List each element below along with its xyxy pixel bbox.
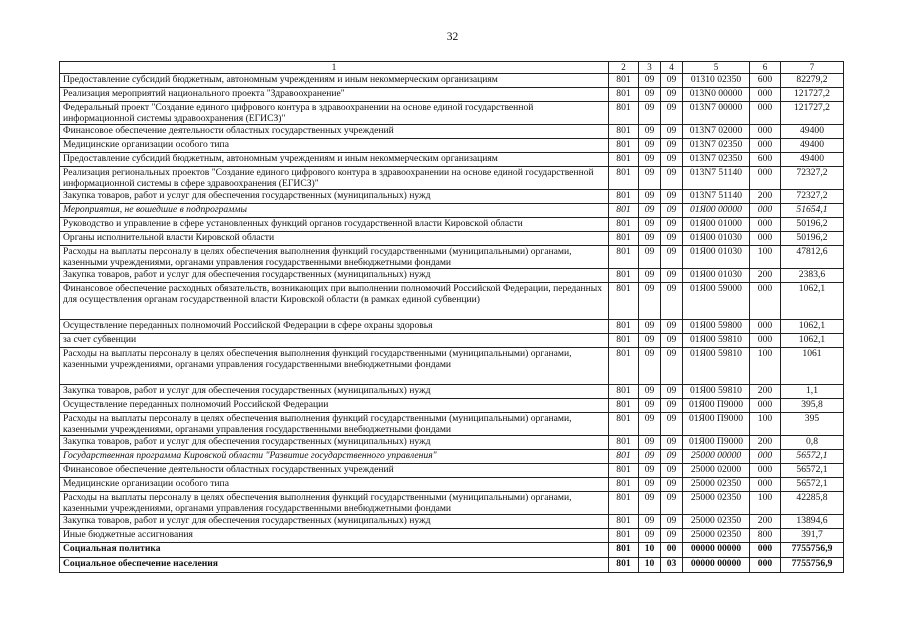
row-name-cell: Закупка товаров, работ и услуг для обеспечения государственных (муниципальных) нужд bbox=[60, 436, 609, 450]
row-gr-cell: 801 bbox=[609, 125, 639, 139]
row-sum-cell: 50196,2 bbox=[781, 232, 844, 246]
table-row bbox=[60, 320, 844, 334]
table-row bbox=[60, 246, 844, 269]
header-cell: 3 bbox=[639, 62, 661, 74]
row-name-cell: Государственная программа Кировской области "Развитие государственного управления" bbox=[60, 450, 609, 464]
row-rz-cell: 09 bbox=[639, 88, 661, 102]
row-rz-cell: 09 bbox=[639, 385, 661, 399]
row-code-cell: 01Я00 01030 bbox=[683, 232, 750, 246]
row-vr-cell: 000 bbox=[750, 334, 781, 348]
table-row bbox=[60, 125, 844, 139]
row-pr-cell: 09 bbox=[661, 450, 683, 464]
row-vr-cell: 000 bbox=[750, 320, 781, 334]
row-gr-cell: 801 bbox=[609, 385, 639, 399]
table-row bbox=[60, 492, 844, 515]
row-sum-cell: 56572,1 bbox=[781, 478, 844, 492]
row-rz-cell: 09 bbox=[639, 190, 661, 204]
row-sum-cell: 0,8 bbox=[781, 436, 844, 450]
row-pr-cell: 09 bbox=[661, 125, 683, 139]
row-sum-cell: 72327,2 bbox=[781, 190, 844, 204]
row-code-cell: 01Я00 П9000 bbox=[683, 399, 750, 413]
row-vr-cell: 800 bbox=[750, 529, 781, 543]
row-pr-cell: 09 bbox=[661, 436, 683, 450]
table-row bbox=[60, 515, 844, 529]
row-code-cell: 00000 00000 bbox=[683, 558, 750, 573]
row-vr-cell: 000 bbox=[750, 450, 781, 464]
row-vr-cell: 000 bbox=[750, 218, 781, 232]
row-sum-cell: 395 bbox=[781, 413, 844, 436]
row-gr-cell: 801 bbox=[609, 413, 639, 436]
row-code-cell: 25000 02350 bbox=[683, 492, 750, 515]
row-name-cell: Медицинские организации особого типа bbox=[60, 478, 609, 492]
row-gr-cell: 801 bbox=[609, 558, 639, 573]
row-name-cell: Органы исполнительной власти Кировской области bbox=[60, 232, 609, 246]
row-gr-cell: 801 bbox=[609, 269, 639, 283]
row-pr-cell: 09 bbox=[661, 102, 683, 125]
row-pr-cell: 09 bbox=[661, 399, 683, 413]
row-rz-cell: 10 bbox=[639, 558, 661, 573]
header-cell: 5 bbox=[683, 62, 750, 74]
header-cell: 4 bbox=[661, 62, 683, 74]
row-pr-cell: 09 bbox=[661, 204, 683, 218]
row-pr-cell: 09 bbox=[661, 348, 683, 385]
row-pr-cell: 09 bbox=[661, 334, 683, 348]
table-row bbox=[60, 269, 844, 283]
table-row bbox=[60, 218, 844, 232]
row-pr-cell: 03 bbox=[661, 558, 683, 573]
row-sum-cell: 49400 bbox=[781, 153, 844, 167]
row-vr-cell: 200 bbox=[750, 269, 781, 283]
row-vr-cell: 000 bbox=[750, 543, 781, 558]
table-row bbox=[60, 167, 844, 190]
row-sum-cell: 1062,1 bbox=[781, 334, 844, 348]
row-pr-cell: 09 bbox=[661, 478, 683, 492]
row-sum-cell: 56572,1 bbox=[781, 464, 844, 478]
row-pr-cell: 09 bbox=[661, 492, 683, 515]
row-sum-cell: 391,7 bbox=[781, 529, 844, 543]
row-vr-cell: 000 bbox=[750, 102, 781, 125]
row-vr-cell: 000 bbox=[750, 204, 781, 218]
row-sum-cell: 395,8 bbox=[781, 399, 844, 413]
row-code-cell: 01Я00 00000 bbox=[683, 204, 750, 218]
row-gr-cell: 801 bbox=[609, 492, 639, 515]
row-vr-cell: 200 bbox=[750, 436, 781, 450]
row-sum-cell: 82279,2 bbox=[781, 74, 844, 88]
row-sum-cell: 121727,2 bbox=[781, 88, 844, 102]
row-sum-cell: 1062,1 bbox=[781, 283, 844, 320]
header-cell: 2 bbox=[609, 62, 639, 74]
row-gr-cell: 801 bbox=[609, 320, 639, 334]
row-rz-cell: 09 bbox=[639, 74, 661, 88]
row-sum-cell: 42285,8 bbox=[781, 492, 844, 515]
row-vr-cell: 100 bbox=[750, 348, 781, 385]
row-rz-cell: 09 bbox=[639, 399, 661, 413]
row-vr-cell: 200 bbox=[750, 190, 781, 204]
row-gr-cell: 801 bbox=[609, 204, 639, 218]
row-name-cell: Мероприятия, не вошедшие в подпрограммы bbox=[60, 204, 609, 218]
row-name-cell: Осуществление переданных полномочий Российской Федерации в сфере охраны здоровья bbox=[60, 320, 609, 334]
row-vr-cell: 600 bbox=[750, 153, 781, 167]
row-gr-cell: 801 bbox=[609, 167, 639, 190]
header-cell: 7 bbox=[781, 62, 844, 74]
row-code-cell: 01Я00 П9000 bbox=[683, 436, 750, 450]
table-row bbox=[60, 464, 844, 478]
row-name-cell: Медицинские организации особого типа bbox=[60, 139, 609, 153]
row-rz-cell: 09 bbox=[639, 125, 661, 139]
table-row bbox=[60, 204, 844, 218]
row-name-cell: Закупка товаров, работ и услуг для обеспечения государственных (муниципальных) нужд bbox=[60, 190, 609, 204]
row-name-cell: Реализация региональных проектов "Создание единого цифрового контура в здравоохранении на основе единой государственной информационной системы в сфере здравоохранения (ЕГИСЗ)" bbox=[60, 167, 609, 190]
page-number: 32 bbox=[446, 31, 459, 43]
row-rz-cell: 09 bbox=[639, 413, 661, 436]
row-gr-cell: 801 bbox=[609, 334, 639, 348]
row-code-cell: 01Я00 01030 bbox=[683, 269, 750, 283]
table-row bbox=[60, 190, 844, 204]
row-sum-cell: 50196,2 bbox=[781, 218, 844, 232]
row-vr-cell: 000 bbox=[750, 478, 781, 492]
row-rz-cell: 09 bbox=[639, 283, 661, 320]
row-sum-cell: 1,1 bbox=[781, 385, 844, 399]
row-pr-cell: 00 bbox=[661, 543, 683, 558]
row-vr-cell: 100 bbox=[750, 246, 781, 269]
row-gr-cell: 801 bbox=[609, 102, 639, 125]
row-pr-cell: 09 bbox=[661, 529, 683, 543]
row-code-cell: 25000 02350 bbox=[683, 515, 750, 529]
row-rz-cell: 09 bbox=[639, 334, 661, 348]
row-code-cell: 01Я00 59810 bbox=[683, 385, 750, 399]
row-pr-cell: 09 bbox=[661, 413, 683, 436]
row-name-cell: Руководство и управление в сфере установленных функций органов государственной власти Кировской области bbox=[60, 218, 609, 232]
table-row bbox=[60, 232, 844, 246]
row-pr-cell: 09 bbox=[661, 385, 683, 399]
row-code-cell: 01Я00 01000 bbox=[683, 218, 750, 232]
table-row bbox=[60, 399, 844, 413]
row-name-cell: Реализация мероприятий национального проекта "Здравоохранение" bbox=[60, 88, 609, 102]
row-name-cell: Федеральный проект "Создание единого цифрового контура в здравоохранении на основе единой государственной информационной системы здравоохранения (ЕГИСЗ)" bbox=[60, 102, 609, 125]
row-pr-cell: 09 bbox=[661, 246, 683, 269]
table-row bbox=[60, 283, 844, 320]
row-gr-cell: 801 bbox=[609, 153, 639, 167]
row-code-cell: 013N7 02350 bbox=[683, 139, 750, 153]
row-rz-cell: 09 bbox=[639, 515, 661, 529]
row-sum-cell: 49400 bbox=[781, 125, 844, 139]
table-row bbox=[60, 543, 844, 558]
row-gr-cell: 801 bbox=[609, 139, 639, 153]
row-name-cell: Финансовое обеспечение расходных обязательств, возникающих при выполнении полномочий Российской Федерации, переданных для осуществления органам государственной власти Кировской области (в рамках единой субвенции) bbox=[60, 283, 609, 320]
row-gr-cell: 801 bbox=[609, 218, 639, 232]
header-row bbox=[60, 62, 844, 74]
row-code-cell: 01Я00 59000 bbox=[683, 283, 750, 320]
table-row bbox=[60, 478, 844, 492]
row-pr-cell: 09 bbox=[661, 88, 683, 102]
table-row bbox=[60, 334, 844, 348]
row-code-cell: 01Я00 59800 bbox=[683, 320, 750, 334]
row-vr-cell: 000 bbox=[750, 464, 781, 478]
row-rz-cell: 09 bbox=[639, 478, 661, 492]
row-code-cell: 25000 02350 bbox=[683, 529, 750, 543]
budget-table bbox=[59, 61, 844, 573]
row-rz-cell: 09 bbox=[639, 153, 661, 167]
row-rz-cell: 09 bbox=[639, 139, 661, 153]
row-sum-cell: 7755756,9 bbox=[781, 543, 844, 558]
row-name-cell: Расходы на выплаты персоналу в целях обеспечения выполнения функций государственными (муниципальными) органами, казенными учреждениями, органами управления государственными внебюджетными фондами bbox=[60, 413, 609, 436]
table-row bbox=[60, 450, 844, 464]
row-rz-cell: 09 bbox=[639, 450, 661, 464]
row-rz-cell: 09 bbox=[639, 436, 661, 450]
row-code-cell: 013N7 51140 bbox=[683, 190, 750, 204]
row-gr-cell: 801 bbox=[609, 232, 639, 246]
row-pr-cell: 09 bbox=[661, 269, 683, 283]
row-sum-cell: 13894,6 bbox=[781, 515, 844, 529]
row-code-cell: 013N7 02000 bbox=[683, 125, 750, 139]
row-code-cell: 01Я00 59810 bbox=[683, 334, 750, 348]
row-name-cell: Предоставление субсидий бюджетным, автономным учреждениям и иным некоммерческим организациям bbox=[60, 153, 609, 167]
row-sum-cell: 72327,2 bbox=[781, 167, 844, 190]
row-rz-cell: 09 bbox=[639, 464, 661, 478]
table-row bbox=[60, 74, 844, 88]
row-vr-cell: 000 bbox=[750, 399, 781, 413]
row-gr-cell: 801 bbox=[609, 450, 639, 464]
row-gr-cell: 801 bbox=[609, 88, 639, 102]
row-sum-cell: 49400 bbox=[781, 139, 844, 153]
row-vr-cell: 100 bbox=[750, 413, 781, 436]
row-sum-cell: 56572,1 bbox=[781, 450, 844, 464]
row-gr-cell: 801 bbox=[609, 543, 639, 558]
header-cell: 1 bbox=[60, 62, 609, 74]
row-gr-cell: 801 bbox=[609, 246, 639, 269]
row-name-cell: Закупка товаров, работ и услуг для обеспечения государственных (муниципальных) нужд bbox=[60, 269, 609, 283]
row-gr-cell: 801 bbox=[609, 515, 639, 529]
row-code-cell: 013N7 00000 bbox=[683, 102, 750, 125]
row-vr-cell: 600 bbox=[750, 74, 781, 88]
row-pr-cell: 09 bbox=[661, 320, 683, 334]
row-name-cell: Расходы на выплаты персоналу в целях обеспечения выполнения функций государственными (муниципальными) органами, казенными учреждениями, органами управления государственными внебюджетными фондами bbox=[60, 348, 609, 385]
row-sum-cell: 1061 bbox=[781, 348, 844, 385]
row-sum-cell: 47812,6 bbox=[781, 246, 844, 269]
row-sum-cell: 1062,1 bbox=[781, 320, 844, 334]
row-code-cell: 25000 02350 bbox=[683, 478, 750, 492]
row-code-cell: 01Я00 П9000 bbox=[683, 413, 750, 436]
row-rz-cell: 09 bbox=[639, 232, 661, 246]
row-sum-cell: 2383,6 bbox=[781, 269, 844, 283]
row-vr-cell: 200 bbox=[750, 515, 781, 529]
row-gr-cell: 801 bbox=[609, 436, 639, 450]
row-code-cell: 013N7 51140 bbox=[683, 167, 750, 190]
row-pr-cell: 09 bbox=[661, 218, 683, 232]
row-rz-cell: 09 bbox=[639, 529, 661, 543]
row-rz-cell: 09 bbox=[639, 246, 661, 269]
row-rz-cell: 10 bbox=[639, 543, 661, 558]
row-vr-cell: 000 bbox=[750, 139, 781, 153]
row-pr-cell: 09 bbox=[661, 153, 683, 167]
row-gr-cell: 801 bbox=[609, 464, 639, 478]
row-gr-cell: 801 bbox=[609, 399, 639, 413]
row-vr-cell: 000 bbox=[750, 125, 781, 139]
row-vr-cell: 000 bbox=[750, 232, 781, 246]
table-row bbox=[60, 102, 844, 125]
row-gr-cell: 801 bbox=[609, 190, 639, 204]
row-name-cell: Иные бюджетные ассигнования bbox=[60, 529, 609, 543]
row-code-cell: 01Я00 01030 bbox=[683, 246, 750, 269]
row-pr-cell: 09 bbox=[661, 190, 683, 204]
table-row bbox=[60, 436, 844, 450]
row-rz-cell: 09 bbox=[639, 167, 661, 190]
table-row bbox=[60, 348, 844, 385]
row-code-cell: 01310 02350 bbox=[683, 74, 750, 88]
table-row bbox=[60, 153, 844, 167]
row-vr-cell: 200 bbox=[750, 385, 781, 399]
row-rz-cell: 09 bbox=[639, 102, 661, 125]
row-sum-cell: 121727,2 bbox=[781, 102, 844, 125]
table-row bbox=[60, 558, 844, 573]
row-vr-cell: 000 bbox=[750, 167, 781, 190]
row-rz-cell: 09 bbox=[639, 218, 661, 232]
header-cell: 6 bbox=[750, 62, 781, 74]
table-row bbox=[60, 88, 844, 102]
row-gr-cell: 801 bbox=[609, 478, 639, 492]
row-name-cell: Осуществление переданных полномочий Российской Федерации bbox=[60, 399, 609, 413]
table-row bbox=[60, 413, 844, 436]
row-gr-cell: 801 bbox=[609, 283, 639, 320]
row-name-cell: Предоставление субсидий бюджетным, автономным учреждениям и иным некоммерческим организациям bbox=[60, 74, 609, 88]
row-vr-cell: 000 bbox=[750, 88, 781, 102]
row-code-cell: 013N0 00000 bbox=[683, 88, 750, 102]
row-vr-cell: 000 bbox=[750, 558, 781, 573]
row-rz-cell: 09 bbox=[639, 348, 661, 385]
row-rz-cell: 09 bbox=[639, 204, 661, 218]
row-pr-cell: 09 bbox=[661, 232, 683, 246]
row-gr-cell: 801 bbox=[609, 74, 639, 88]
row-name-cell: Социальная политика bbox=[60, 543, 609, 558]
row-code-cell: 25000 00000 bbox=[683, 450, 750, 464]
row-rz-cell: 09 bbox=[639, 269, 661, 283]
row-code-cell: 25000 02000 bbox=[683, 464, 750, 478]
row-name-cell: за счет субвенции bbox=[60, 334, 609, 348]
row-code-cell: 00000 00000 bbox=[683, 543, 750, 558]
row-sum-cell: 7755756,9 bbox=[781, 558, 844, 573]
row-name-cell: Закупка товаров, работ и услуг для обеспечения государственных (муниципальных) нужд bbox=[60, 515, 609, 529]
row-vr-cell: 100 bbox=[750, 492, 781, 515]
table-row bbox=[60, 139, 844, 153]
row-name-cell: Закупка товаров, работ и услуг для обеспечения государственных (муниципальных) нужд bbox=[60, 385, 609, 399]
row-pr-cell: 09 bbox=[661, 515, 683, 529]
table-row bbox=[60, 529, 844, 543]
row-name-cell: Расходы на выплаты персоналу в целях обеспечения выполнения функций государственными (муниципальными) органами, казенными учреждениями, органами управления государственными внебюджетными фондами bbox=[60, 492, 609, 515]
row-name-cell: Финансовое обеспечение деятельности областных государственных учреждений bbox=[60, 125, 609, 139]
row-pr-cell: 09 bbox=[661, 283, 683, 320]
row-name-cell: Социальное обеспечение населения bbox=[60, 558, 609, 573]
row-code-cell: 013N7 02350 bbox=[683, 153, 750, 167]
row-name-cell: Расходы на выплаты персоналу в целях обеспечения выполнения функций государственными (муниципальными) органами, казенными учреждениями, органами управления государственными внебюджетными фондами bbox=[60, 246, 609, 269]
row-sum-cell: 51654,1 bbox=[781, 204, 844, 218]
row-pr-cell: 09 bbox=[661, 139, 683, 153]
row-pr-cell: 09 bbox=[661, 464, 683, 478]
row-pr-cell: 09 bbox=[661, 167, 683, 190]
row-gr-cell: 801 bbox=[609, 529, 639, 543]
row-rz-cell: 09 bbox=[639, 320, 661, 334]
row-pr-cell: 09 bbox=[661, 74, 683, 88]
table-row bbox=[60, 385, 844, 399]
row-vr-cell: 000 bbox=[750, 283, 781, 320]
row-rz-cell: 09 bbox=[639, 492, 661, 515]
row-name-cell: Финансовое обеспечение деятельности областных государственных учреждений bbox=[60, 464, 609, 478]
row-gr-cell: 801 bbox=[609, 348, 639, 385]
row-code-cell: 01Я00 59810 bbox=[683, 348, 750, 385]
